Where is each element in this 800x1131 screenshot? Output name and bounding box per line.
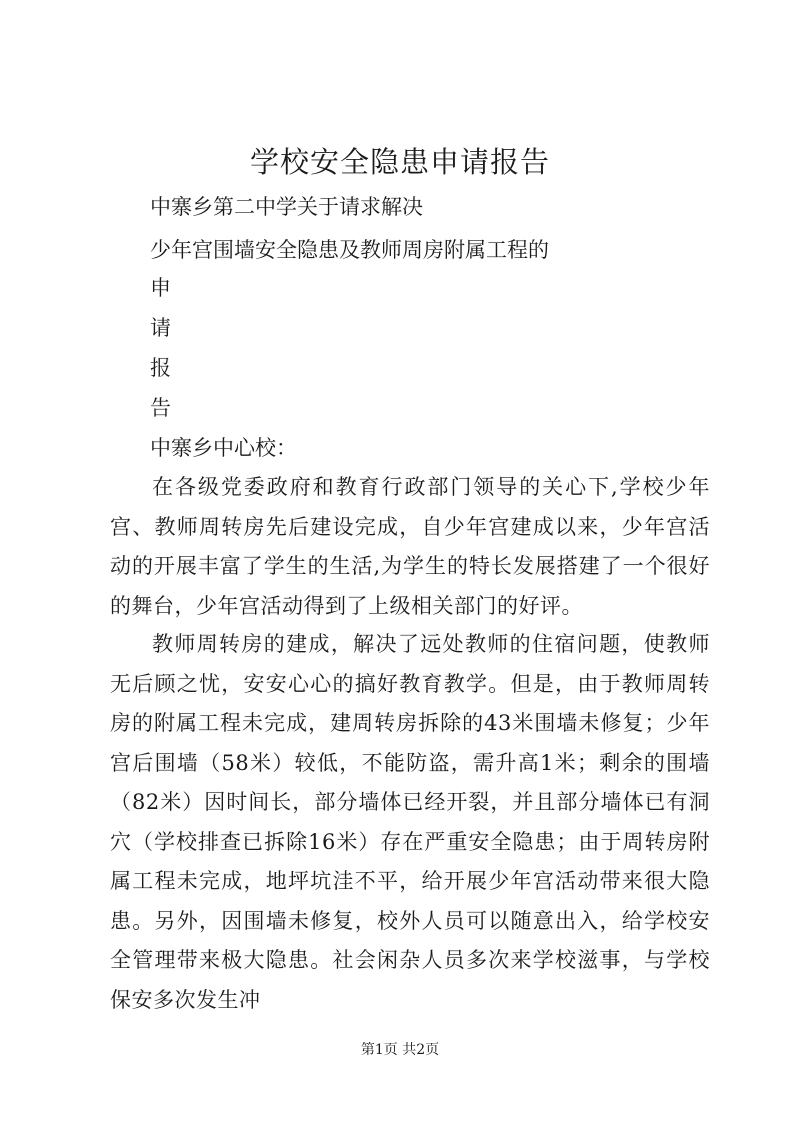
document-title: 学校安全隐患申请报告 [249,145,550,179]
paragraph-2: 教师周转房的建成，解决了远处教师的住宿问题，使教师无后顾之忧，安安心心的搞好教育教学。但是，由于教师周转房的附属工程未完成，建周转房拆除的43米围墙未修复；少年宫后围墙（58米）较低，不能防盗，需升高1米；剩余的围墙（82米）因时间长，部分墙体已经开裂，并且部分墙体已有洞穴（学校排查已拆除16米）存在严重安全隐患；由于周转房附属工程未完成，地坪坑洼不平，给开展少年宫活动带来很大隐患。另外，因围墙未修复，校外人员可以随意出入，给学校安全管理带来极大隐患。社会闲杂人员多次来学校滋事，与学校保安多次发生冲 [110,632,710,1012]
heading-char-bao: 报 [150,356,171,380]
salutation: 中寨乡中心校： [150,436,297,460]
heading-char-qing: 请 [150,316,171,340]
heading-char-shen: 申 [150,276,171,300]
heading-line-1: 中寨乡第二中学关于请求解决 [150,195,423,219]
paragraph-1: 在各级党委政府和教育行政部门领导的关心下,学校少年宫、教师周转房先后建设完成，自少年宫建成以来，少年宫活动的开展丰富了学生的生活,为学生的特长发展搭建了一个很好的舞台，少年宫活动得到了上级相关部门的好评。 [110,475,710,618]
heading-line-2: 少年宫围墙安全隐患及教师周房附属工程的 [150,238,549,262]
heading-char-gao: 告 [150,396,171,420]
page-footer: 第1页 共2页 [360,1042,440,1058]
